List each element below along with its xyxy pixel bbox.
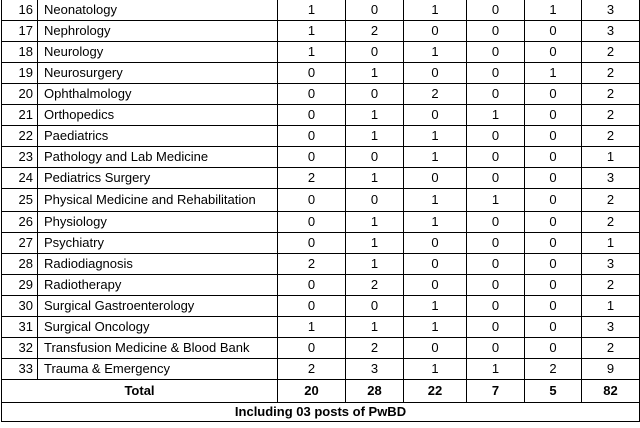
table-row xyxy=(2,338,640,359)
table-row xyxy=(2,296,640,317)
department-cell: Surgical Oncology xyxy=(38,317,278,338)
value-cell: 1 xyxy=(346,105,404,126)
row-total-cell: 2 xyxy=(582,126,640,147)
value-cell: 0 xyxy=(404,168,467,189)
value-cell: 1 xyxy=(404,126,467,147)
row-total-cell: 2 xyxy=(582,105,640,126)
value-cell: 1 xyxy=(278,317,346,338)
serial-cell: 16 xyxy=(2,0,38,21)
table-row xyxy=(2,168,640,189)
value-cell: 0 xyxy=(525,338,582,359)
department-cell: Radiotherapy xyxy=(38,275,278,296)
grand-total-cell: 82 xyxy=(582,380,640,403)
value-cell: 0 xyxy=(467,21,525,42)
value-cell: 2 xyxy=(525,359,582,380)
table-row xyxy=(2,105,640,126)
row-total-cell: 3 xyxy=(582,0,640,21)
serial-cell: 27 xyxy=(2,233,38,254)
department-cell: Neonatology xyxy=(38,0,278,21)
value-cell: 0 xyxy=(525,254,582,275)
table-row xyxy=(2,275,640,296)
pwbd-note: Including 03 posts of PwBD xyxy=(2,403,640,422)
row-total-cell: 2 xyxy=(582,84,640,105)
value-cell: 0 xyxy=(404,21,467,42)
value-cell: 0 xyxy=(467,317,525,338)
value-cell: 0 xyxy=(404,338,467,359)
value-cell: 1 xyxy=(404,0,467,21)
value-cell: 3 xyxy=(346,359,404,380)
value-cell: 1 xyxy=(404,317,467,338)
table-row xyxy=(2,317,640,338)
department-cell: Nephrology xyxy=(38,21,278,42)
serial-cell: 25 xyxy=(2,189,38,212)
value-cell: 0 xyxy=(404,254,467,275)
value-cell: 0 xyxy=(404,275,467,296)
value-cell: 0 xyxy=(467,126,525,147)
row-total-cell: 2 xyxy=(582,338,640,359)
value-cell: 2 xyxy=(278,254,346,275)
row-total-cell: 1 xyxy=(582,233,640,254)
table-row xyxy=(2,212,640,233)
value-cell: 0 xyxy=(525,21,582,42)
value-cell: 1 xyxy=(346,63,404,84)
table-row xyxy=(2,0,640,21)
department-cell: Pathology and Lab Medicine xyxy=(38,147,278,168)
value-cell: 1 xyxy=(278,0,346,21)
value-cell: 0 xyxy=(467,233,525,254)
table-row xyxy=(2,359,640,380)
value-cell: 0 xyxy=(278,84,346,105)
value-cell: 2 xyxy=(346,275,404,296)
value-cell: 0 xyxy=(346,84,404,105)
value-cell: 1 xyxy=(404,212,467,233)
serial-cell: 23 xyxy=(2,147,38,168)
value-cell: 0 xyxy=(278,105,346,126)
row-total-cell: 3 xyxy=(582,317,640,338)
value-cell: 1 xyxy=(467,359,525,380)
table-row xyxy=(2,84,640,105)
value-cell: 0 xyxy=(404,105,467,126)
serial-cell: 21 xyxy=(2,105,38,126)
department-cell: Pediatrics Surgery xyxy=(38,168,278,189)
row-total-cell: 1 xyxy=(582,147,640,168)
table-row xyxy=(2,254,640,275)
serial-cell: 26 xyxy=(2,212,38,233)
value-cell: 0 xyxy=(346,147,404,168)
value-cell: 0 xyxy=(467,147,525,168)
value-cell: 0 xyxy=(346,0,404,21)
value-cell: 2 xyxy=(404,84,467,105)
value-cell: 0 xyxy=(525,275,582,296)
value-cell: 1 xyxy=(346,168,404,189)
value-cell: 0 xyxy=(467,42,525,63)
table-row xyxy=(2,189,640,212)
value-cell: 1 xyxy=(346,233,404,254)
row-total-cell: 3 xyxy=(582,21,640,42)
department-cell: Surgical Gastroenterology xyxy=(38,296,278,317)
value-cell: 0 xyxy=(525,42,582,63)
department-cell: Radiodiagnosis xyxy=(38,254,278,275)
value-cell: 0 xyxy=(467,212,525,233)
value-cell: 0 xyxy=(278,189,346,212)
total-cell: 28 xyxy=(346,380,404,403)
value-cell: 1 xyxy=(467,105,525,126)
department-cell: Physiology xyxy=(38,212,278,233)
serial-cell: 28 xyxy=(2,254,38,275)
table-row xyxy=(2,63,640,84)
table-row xyxy=(2,233,640,254)
serial-cell: 20 xyxy=(2,84,38,105)
value-cell: 1 xyxy=(404,147,467,168)
value-cell: 0 xyxy=(525,317,582,338)
value-cell: 0 xyxy=(467,275,525,296)
value-cell: 0 xyxy=(278,296,346,317)
value-cell: 0 xyxy=(525,147,582,168)
department-cell: Neurology xyxy=(38,42,278,63)
total-row xyxy=(2,380,640,403)
value-cell: 0 xyxy=(278,233,346,254)
value-cell: 1 xyxy=(404,359,467,380)
value-cell: 0 xyxy=(467,84,525,105)
department-cell: Orthopedics xyxy=(38,105,278,126)
department-cell: Ophthalmology xyxy=(38,84,278,105)
value-cell: 1 xyxy=(404,42,467,63)
department-cell: Paediatrics xyxy=(38,126,278,147)
serial-cell: 31 xyxy=(2,317,38,338)
value-cell: 0 xyxy=(467,168,525,189)
total-cell: 22 xyxy=(404,380,467,403)
value-cell: 1 xyxy=(346,317,404,338)
value-cell: 1 xyxy=(346,212,404,233)
value-cell: 0 xyxy=(278,338,346,359)
serial-cell: 19 xyxy=(2,63,38,84)
value-cell: 0 xyxy=(525,84,582,105)
value-cell: 1 xyxy=(525,0,582,21)
value-cell: 1 xyxy=(278,21,346,42)
value-cell: 0 xyxy=(467,0,525,21)
note-row xyxy=(2,403,640,422)
table-row xyxy=(2,147,640,168)
serial-cell: 30 xyxy=(2,296,38,317)
value-cell: 2 xyxy=(346,21,404,42)
value-cell: 0 xyxy=(346,42,404,63)
value-cell: 1 xyxy=(467,189,525,212)
row-total-cell: 1 xyxy=(582,296,640,317)
value-cell: 0 xyxy=(278,275,346,296)
value-cell: 0 xyxy=(278,212,346,233)
row-total-cell: 9 xyxy=(582,359,640,380)
row-total-cell: 2 xyxy=(582,275,640,296)
value-cell: 0 xyxy=(525,233,582,254)
total-cell: 20 xyxy=(278,380,346,403)
department-cell: Psychiatry xyxy=(38,233,278,254)
row-total-cell: 2 xyxy=(582,42,640,63)
row-total-cell: 2 xyxy=(582,189,640,212)
value-cell: 0 xyxy=(346,296,404,317)
value-cell: 0 xyxy=(525,212,582,233)
value-cell: 0 xyxy=(278,147,346,168)
table-row xyxy=(2,126,640,147)
value-cell: 0 xyxy=(467,296,525,317)
value-cell: 0 xyxy=(278,63,346,84)
value-cell: 0 xyxy=(525,168,582,189)
department-cell: Transfusion Medicine & Blood Bank xyxy=(38,338,278,359)
total-cell: 5 xyxy=(525,380,582,403)
value-cell: 0 xyxy=(467,338,525,359)
department-cell: Trauma & Emergency xyxy=(38,359,278,380)
value-cell: 0 xyxy=(404,233,467,254)
serial-cell: 32 xyxy=(2,338,38,359)
value-cell: 1 xyxy=(404,189,467,212)
posts-table xyxy=(1,0,640,422)
value-cell: 0 xyxy=(278,126,346,147)
serial-cell: 24 xyxy=(2,168,38,189)
department-cell: Neurosurgery xyxy=(38,63,278,84)
serial-cell: 18 xyxy=(2,42,38,63)
serial-cell: 29 xyxy=(2,275,38,296)
table-row xyxy=(2,21,640,42)
serial-cell: 22 xyxy=(2,126,38,147)
value-cell: 1 xyxy=(346,126,404,147)
value-cell: 1 xyxy=(525,63,582,84)
value-cell: 2 xyxy=(278,359,346,380)
value-cell: 0 xyxy=(525,296,582,317)
value-cell: 2 xyxy=(346,338,404,359)
total-label: Total xyxy=(2,380,278,403)
row-total-cell: 3 xyxy=(582,254,640,275)
value-cell: 0 xyxy=(467,63,525,84)
row-total-cell: 2 xyxy=(582,63,640,84)
table-body xyxy=(2,0,640,422)
value-cell: 0 xyxy=(346,189,404,212)
row-total-cell: 3 xyxy=(582,168,640,189)
table-row xyxy=(2,42,640,63)
value-cell: 0 xyxy=(404,63,467,84)
row-total-cell: 2 xyxy=(582,212,640,233)
value-cell: 0 xyxy=(525,105,582,126)
value-cell: 1 xyxy=(346,254,404,275)
value-cell: 0 xyxy=(467,254,525,275)
value-cell: 0 xyxy=(525,126,582,147)
department-cell: Physical Medicine and Rehabilitation xyxy=(38,189,278,212)
value-cell: 2 xyxy=(278,168,346,189)
serial-cell: 17 xyxy=(2,21,38,42)
serial-cell: 33 xyxy=(2,359,38,380)
value-cell: 0 xyxy=(525,189,582,212)
value-cell: 1 xyxy=(404,296,467,317)
value-cell: 1 xyxy=(278,42,346,63)
total-cell: 7 xyxy=(467,380,525,403)
